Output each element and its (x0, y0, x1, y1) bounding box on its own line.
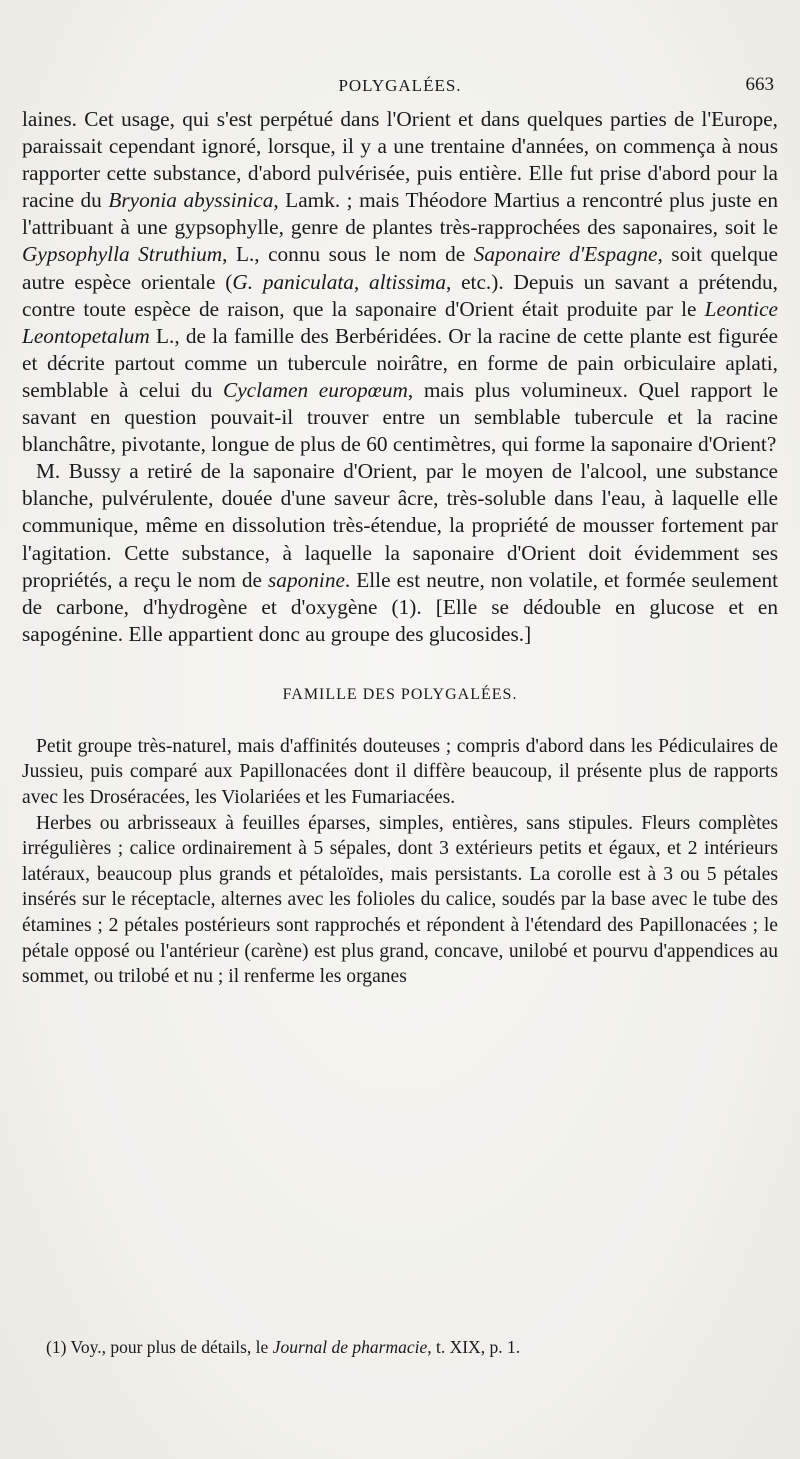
footnote (46, 1335, 766, 1359)
italic-text: Cyclamen europœum (222, 377, 408, 402)
paragraph-saponine (22, 458, 778, 648)
italic-text: G. paniculata, altissima (232, 269, 446, 294)
italic-text: saponine (268, 567, 345, 592)
text-run: (1) Voy., pour plus de détails, le (46, 1337, 273, 1357)
paragraph-saponaire-origin (22, 106, 778, 458)
italic-text: Bryonia abyssinica (108, 188, 274, 213)
text-run: , soit quelque autre espèce orientale ( (22, 242, 778, 294)
italic-text: Gypsophylla Struthium (22, 242, 223, 267)
italic-text: Saponaire d'Espagne (473, 242, 658, 267)
text-run: , mais plus volumineux. Quel rapport le savant en question pouvait-il trouver entre un semblable tubercule et la racine blanchâtre, pivotante, longue de plus de 60 centimètres, qui forme la saponaire d'Orient? (22, 377, 779, 457)
section-heading: FAMILLE DES POLYGALÉES. (282, 685, 518, 703)
italic-text: Leontice Leontopetalum (22, 296, 778, 348)
paragraph-family-intro: Petit groupe très-naturel, mais d'affinités douteuses ; compris d'abord dans les Pédiculaires de Jussieu, puis comparé aux Papillonacées dont il diffère beaucoup, il présente plus de rapports avec les Droséracées, les Violariées et les Fumariacées. (22, 735, 778, 809)
text-run: laines. Cet usage, qui s'est perpétué dans l'Orient et dans quelques parties de l'Europe, paraissait cependant ignoré, lorsque, il y a une trentaine d'années, on commença à nous rapporter cette substance, d'abord pulvérisée, puis entière. Elle fut prise d'abord pour la racine du (22, 107, 778, 213)
running-title: POLYGALÉES. (338, 76, 462, 95)
italic-text: Journal de pharmacie (272, 1337, 428, 1357)
text-run: , etc.). Depuis un savant a prétendu, contre toute espèce de raison, que la saponaire d'Orient était produite par le (22, 269, 778, 321)
text-run: , t. XIX, p. 1. (427, 1337, 521, 1357)
text-run: , Lamk. ; mais Théodore Martius a rencontré plus juste en l'attribuant à une gypsophylle, genre de plantes très-rapprochées des saponaires, soit le (22, 188, 778, 240)
page-number: 663 (745, 74, 774, 95)
text-run: , L., connu sous le nom de (222, 242, 474, 267)
body-text (22, 106, 778, 990)
text-run: M. Bussy a retiré de la saponaire d'Orient, par le moyen de l'alcool, une substance blanche, pulvérulente, douée d'une saveur âcre, très-soluble dans l'eau, à laquelle elle communique, même en dissolution très-étendue, la propriété de mousser fortement par l'agitation. Cette substance, à laquelle la saponaire d'Orient doit évidemment ses propriétés, a reçu le nom de (22, 459, 778, 592)
paragraph-family-description: Herbes ou arbrisseaux à feuilles éparses, simples, entières, sans stipules. Fleurs complètes irrégulières ; calice ordinairement à 5 sépales, dont 3 extérieurs petits et égaux, et 2 intérieurs latéraux, beaucoup plus grands et pétaloïdes, mais persistants. La corolle est à 3 ou 5 pétales insérés sur le réceptacle, alternes avec les folioles du calice, soudés par la base avec le tube des étamines ; 2 pétales postérieurs sont rapprochés et répondent à l'étendard des Papillonacées ; le pétale opposé ou l'antérieur (carène) est plus grand, concave, unilobé et pourvu d'appendices au sommet, ou trilobé et nu ; il renferme les organes (22, 812, 778, 988)
page-header (0, 72, 800, 100)
text-run: . Elle est neutre, non volatile, et formée seulement de carbone, d'hydrogène et d'oxygène (1). [Elle se dédouble en glucose et en sapogénine. Elle appartient donc au groupe des glucosides.] (22, 567, 779, 646)
text-run: L., de la famille des Berbéridées. Or la racine de cette plante est figurée et décrite partout comme un tubercule noirâtre, en forme de pain orbiculaire aplati, semblable à celui du (22, 323, 778, 402)
